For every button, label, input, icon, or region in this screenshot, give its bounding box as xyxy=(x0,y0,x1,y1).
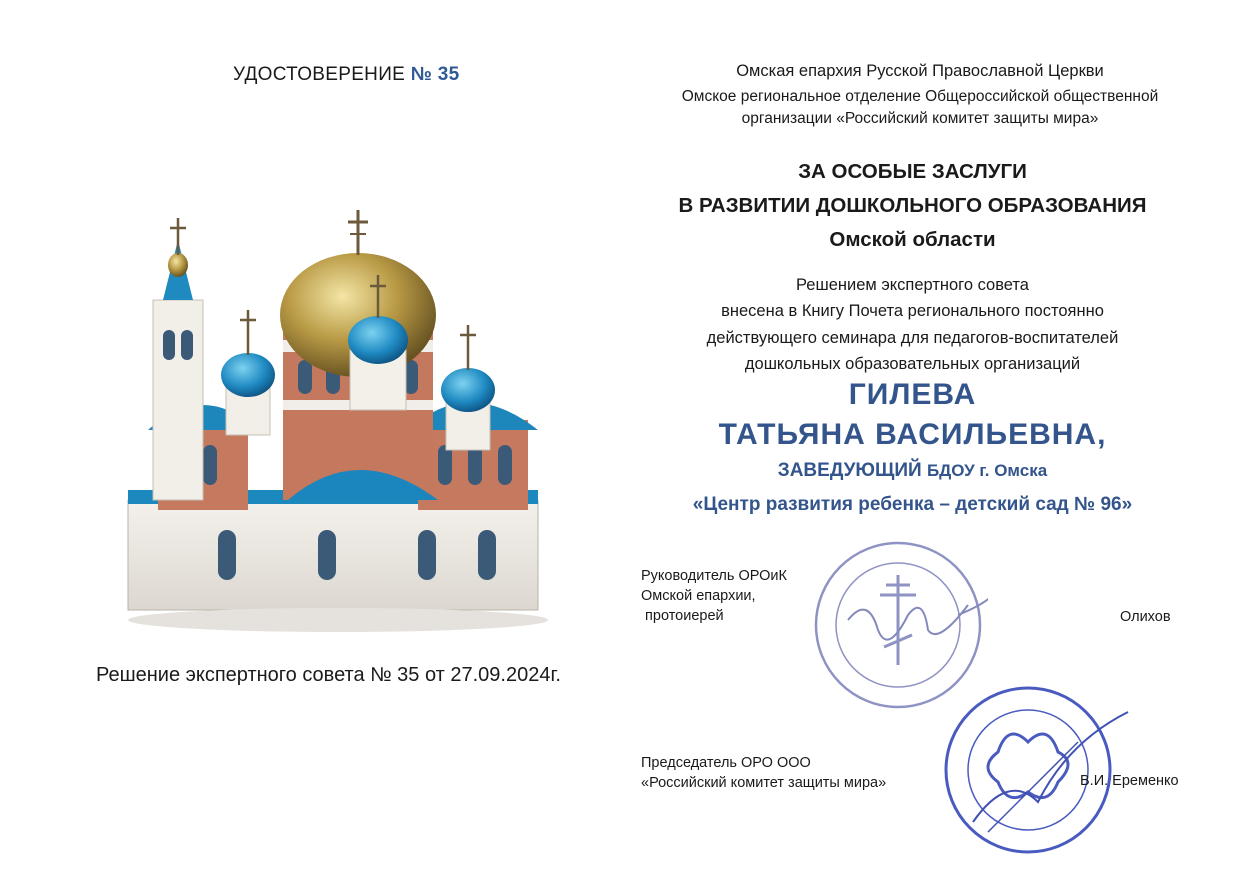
certificate-title xyxy=(233,64,460,86)
org-line-2: Омское региональное отделение Общероссийской общественной xyxy=(681,88,1159,105)
body-line-2: внесена в Книгу Почета регионального постоянно xyxy=(721,302,1104,320)
signature-2-title-line-2: «Российский комитет защиты мира» xyxy=(641,775,887,791)
recipient-institution: «Центр развития ребенка – детский сад № 96» xyxy=(692,494,1133,515)
award-line-2: В РАЗВИТИИ ДОШКОЛЬНОГО ОБРАЗОВАНИЯ xyxy=(678,194,1147,217)
peace-committee-stamp xyxy=(928,682,1138,857)
decision-line: Решение экспертного совета № 35 от 27.09.2024г. xyxy=(96,664,561,686)
position-title: ЗАВЕДУЮЩИЙ xyxy=(777,460,922,481)
recipient-position xyxy=(640,460,1185,482)
org-line-3: организации «Российский комитет защиты мира» xyxy=(741,110,1099,127)
body-line-3: действующего семинара для педагогов-воспитателей xyxy=(706,329,1119,347)
award-line-1: ЗА ОСОБЫЕ ЗАСЛУГИ xyxy=(798,160,1027,183)
signature-2-title xyxy=(641,753,886,793)
signature-1-title-line-3: протоиерей xyxy=(641,608,724,624)
body-line-1: Решением экспертного совета xyxy=(796,276,1029,294)
signature-1-title-line-2: Омской епархии, xyxy=(641,588,756,604)
award-line-3: Омской области xyxy=(829,228,996,251)
signature-2-name: В.И. Еременко xyxy=(1080,773,1179,789)
signature-1-title-line-1: Руководитель ОРОиК xyxy=(641,568,787,584)
certificate-number: № 35 xyxy=(410,64,460,85)
org-line-1: Омская епархия Русской Православной Церкви xyxy=(736,62,1104,80)
signature-1-name: Олихов xyxy=(1120,609,1171,625)
recipient-surname: ГИЛЕВА xyxy=(848,378,977,411)
cathedral-illustration xyxy=(118,200,568,640)
position-org: БДОУ г. Омска xyxy=(926,461,1048,480)
body-line-4: дошкольных образовательных организаций xyxy=(744,355,1081,373)
certificate-title-text: УДОСТОВЕРЕНИЕ xyxy=(233,64,406,85)
signature-2-title-line-1: Председатель ОРО ООО xyxy=(641,755,811,771)
recipient-given-name: ТАТЬЯНА ВАСИЛЬЕВНА, xyxy=(718,418,1107,451)
signature-1-title xyxy=(641,566,787,626)
